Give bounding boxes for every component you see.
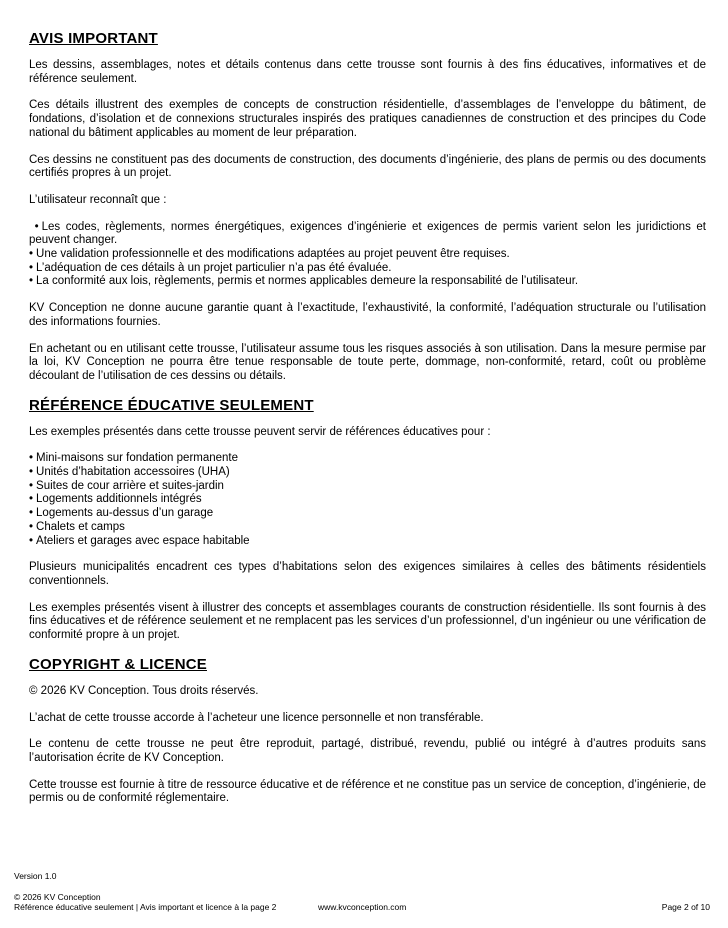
notice-heading: AVIS IMPORTANT [29,30,158,47]
notice-paragraph-4: L’utilisateur reconnaît que : [29,193,167,206]
educational-intro: Les exemples présentés dans cette trousse peuvent servir de références éducatives pour : [29,425,491,438]
footer-copyright: © 2026 KV Conception [14,892,101,902]
list-item: • Mini-maisons sur fondation permanente [29,452,239,465]
notice-paragraph-6: En achetant ou en utilisant cette trousse, l’utilisateur assume tous les risques associés à son utilisation. Dans la mesure permise par la loi, KV Conception ne pourra être tenue responsable de toute perte, dommage, non-conformité, retard, coût ou problème découlant de l’utilisation de ces dessins ou détails. [29,342,706,382]
list-item: • Une validation professionnelle et des modifications adaptées au projet peuvent être requises. [29,248,510,261]
notice-paragraph-3: Ces dessins ne constituent pas des documents de construction, des documents d’ingénierie, des plans de permis ou des documents certifiés propres à un projet. [29,153,706,180]
footer-url: www.kvconception.com [318,902,407,912]
copyright-paragraph-3: Le contenu de cette trousse ne peut être reproduit, partagé, distribué, revendu, publié ou intégré à d’autres produits sans l’autorisation écrite de KV Conception. [29,738,706,764]
copyright-paragraph-4: Cette trousse est fournie à titre de ressource éducative et de référence et ne constitue pas un service de conception, d’ingénierie, de permis ou de conformité réglementaire. [29,778,706,805]
educational-heading: RÉFÉRENCE ÉDUCATIVE SEULEMENT [29,396,314,414]
list-item: • Unités d’habitation accessoires (UHA) [29,466,230,479]
copyright-heading: COPYRIGHT & LICENCE [29,655,207,673]
copyright-paragraph-1: © 2026 KV Conception. Tous droits réservés. [29,684,259,697]
educational-section [29,397,706,643]
list-item: • Les codes, règlements, normes énergétiques, exigences d’ingénierie et exigences de permis varient selon les juridictions et peuvent changer. [29,220,707,247]
list-item: • Ateliers et garages avec espace habitable [29,534,250,547]
list-item: • Chalets et camps [29,520,125,533]
list-item: • L’adéquation de ces détails à un projet particulier n’a pas été évaluée. [29,261,392,274]
footer-version: Version 1.0 [14,871,57,881]
list-item: • Logements additionnels intégrés [29,493,202,506]
notice-paragraph-5: KV Conception ne donne aucune garantie quant à l’exactitude, l’exhaustivité, la conformité, l’adéquation structurale ou l’utilisation des informations fournies. [29,302,706,328]
copyright-paragraph-2: L’achat de cette trousse accorde à l’acheteur une licence personnelle et non transférable. [29,711,484,724]
notice-section [29,30,706,384]
page-content [29,30,706,819]
educational-list [29,452,706,548]
footer-page-number: Page 2 of 10 [661,902,710,912]
copyright-section [29,656,706,806]
list-item: • Logements au-dessus d’un garage [29,507,214,520]
educational-paragraph-1: Plusieurs municipalités encadrent ces types d’habitations selon des exigences similaires à celles des bâtiments résidentiels conventionnels. [29,561,706,587]
list-item: • Suites de cour arrière et suites-jardin [29,479,224,492]
list-item: • La conformité aux lois, règlements, permis et normes applicables demeure la responsabilité de l’utilisateur. [29,275,579,288]
notice-paragraph-2: Ces détails illustrent des exemples de concepts de construction résidentielle, d’assemblages de l’enveloppe du bâtiment, de fondations, d’isolation et de connexions structurales inspirés des pratiques canadiennes de construction et des principes du Code national du bâtiment applicables au moment de leur préparation. [29,99,706,139]
notice-paragraph-1: Les dessins, assemblages, notes et détails contenus dans cette trousse sont fournis à des fins éducatives, informatives et de référence seulement. [29,59,706,85]
educational-paragraph-2: Les exemples présentés visent à illustrer des concepts et assemblages courants de construction résidentielle. Ils sont fournis à des fins éducatives et de référence seulement et ne remplacent pas les services d’un professionnel, d’un ingénieur ou une vérification de conformité propre à un projet. [29,601,706,642]
footer-reference: Référence éducative seulement | Avis important et licence à la page 2 [14,902,277,912]
acknowledgement-list [29,221,706,290]
